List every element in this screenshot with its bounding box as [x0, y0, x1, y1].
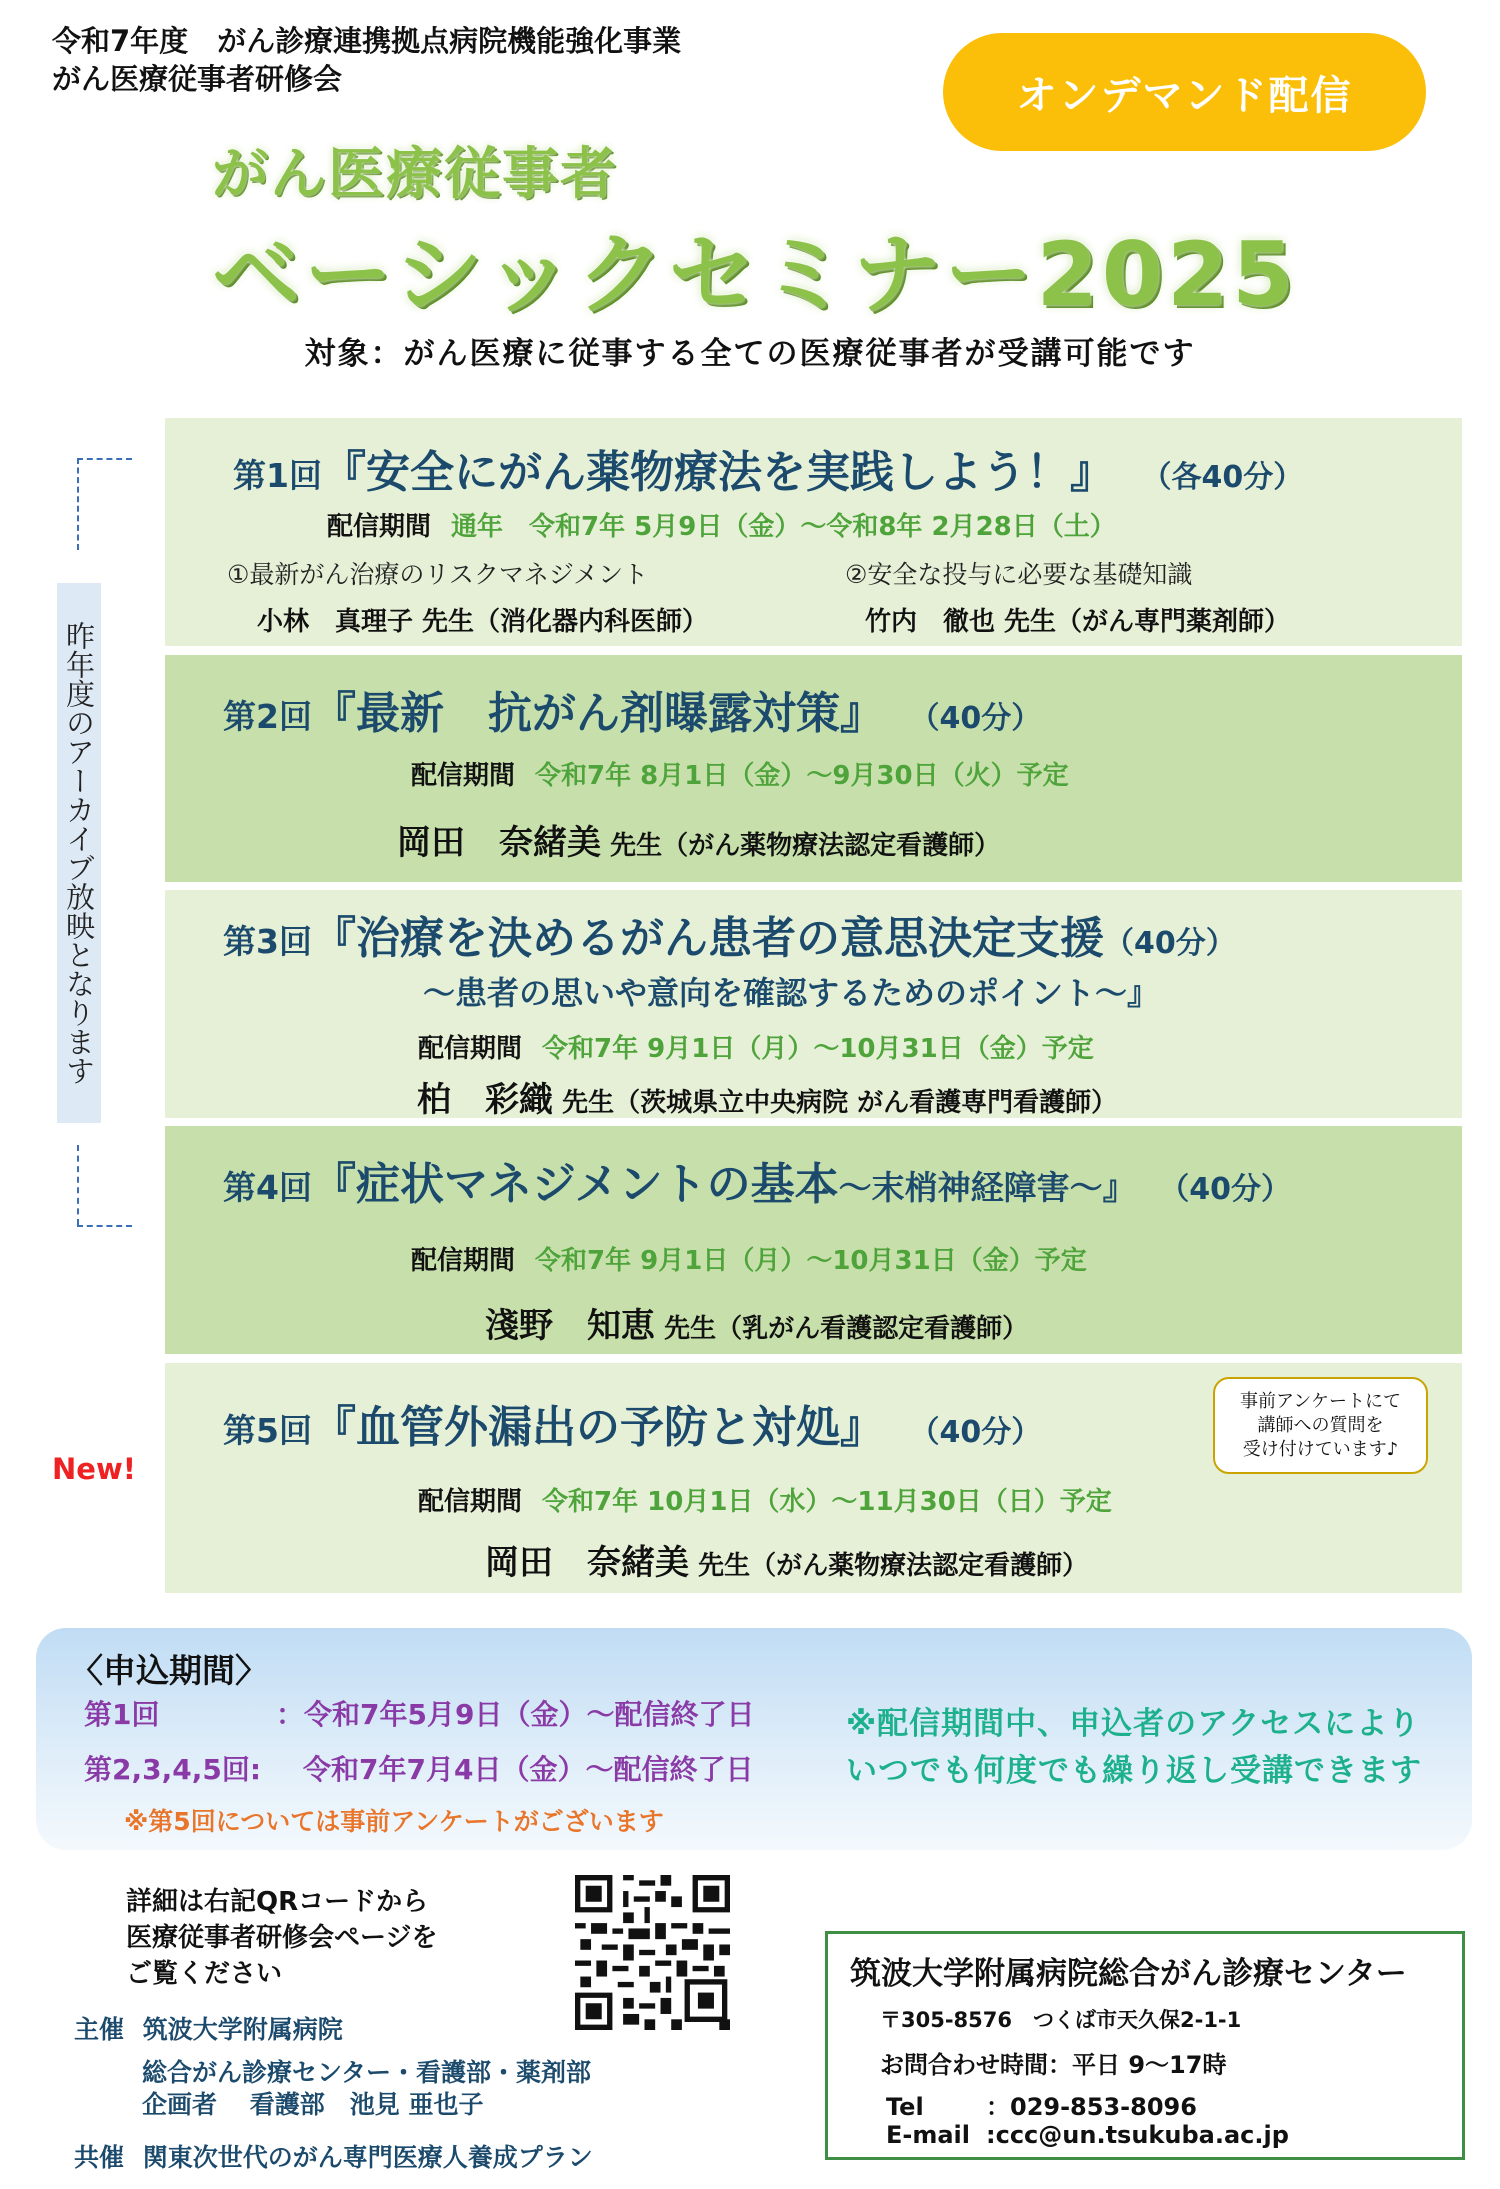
session-1-speaker-2: 竹内 徹也 先生（がん専門薬剤師） — [865, 607, 1291, 637]
period-label: 配信期間 — [418, 1034, 523, 1064]
session-2-main-title: 『最新 抗がん剤曝露対策』 — [311, 688, 884, 739]
application-row-1-label: 第1回 — [84, 1698, 160, 1731]
title-line-2: ベーシックセミナー2025 — [212, 223, 1298, 326]
header-line-2: がん医療従事者研修会 — [52, 62, 343, 96]
session-3-speaker-name: 柏 彩織 — [417, 1080, 553, 1120]
target-audience: 対象：がん医療に従事する全ての医療従事者が受講可能です — [304, 336, 1196, 372]
session-4-period — [411, 1240, 1087, 1277]
cohost — [74, 2138, 593, 2174]
contact-email-address[interactable]: :ccc@un.tsukuba.ac.jp — [986, 2121, 1289, 2149]
contact-tel-label: Tel — [886, 2093, 924, 2121]
note-line-3: 受け付けています♪ — [1242, 1439, 1399, 1460]
session-4-duration: （40分） — [1159, 1172, 1291, 1207]
session-2-duration: （40分） — [909, 701, 1042, 736]
application-row-2-label: 第2,3,4,5回: — [84, 1753, 262, 1786]
contact-address: 〒305-8576 つくば市天久保2-1-1 — [880, 2008, 1242, 2032]
planner-name: 看護部 池見 亜也子 — [249, 2090, 484, 2119]
session-2-number: 第2回 — [223, 697, 312, 736]
session-5-period-value: 令和7年 10月1日（水）～11月30日（日）予定 — [542, 1487, 1112, 1517]
session-3-duration: （40分） — [1103, 926, 1236, 961]
title-line-1: がん医療従事者 — [212, 142, 618, 207]
session-2-speaker-role: 先生（がん薬物療法認定看護師） — [610, 831, 1001, 861]
session-1-number: 第1回 — [233, 456, 322, 495]
session-2-speaker-name: 岡田 奈緒美 — [397, 823, 601, 863]
qr-code[interactable] — [575, 1875, 730, 2030]
session-1-topic-2: ②安全な投与に必要な基礎知識 — [845, 560, 1193, 589]
session-3-period-value: 令和7年 9月1日（月）～10月31日（金）予定 — [542, 1034, 1094, 1064]
session-3-speaker — [417, 1072, 1117, 1121]
new-label: New! — [52, 1452, 136, 1486]
session-3-number: 第3回 — [223, 922, 312, 961]
details-line-1: 詳細は右記QRコードから — [126, 1887, 429, 1917]
note-line-2: 講師への質問を — [1257, 1415, 1384, 1436]
application-heading: 〈申込期間〉 — [70, 1651, 268, 1690]
session-2-title — [223, 677, 1041, 741]
application-survey-note: ※第5回については事前アンケートがございます — [124, 1807, 664, 1836]
note-line-1: 事前アンケートにて — [1240, 1391, 1401, 1412]
application-row-2-value: 令和7年7月4日（金）～配信終了日 — [303, 1753, 754, 1786]
contact-name: 筑波大学附属病院総合がん診療センター — [850, 1956, 1407, 1992]
session-5-speaker — [485, 1535, 1088, 1584]
period-label: 配信期間 — [411, 761, 516, 791]
session-1-topic-1: ①最新がん治療のリスクマネジメント — [227, 560, 649, 589]
bracket-top-horizontal — [77, 458, 132, 460]
bracket-bottom-horizontal — [77, 1225, 132, 1227]
session-2-period-value: 令和7年 8月1日（金）～9月30日（火）予定 — [535, 761, 1069, 791]
session-4 — [165, 1126, 1462, 1354]
contact-email — [886, 2121, 1289, 2149]
application-row-1-value: ：令和7年5月9日（金）～配信終了日 — [276, 1698, 755, 1731]
session-4-title — [223, 1148, 1291, 1212]
session-4-title-sub: ～末梢神経障害～』 — [838, 1168, 1136, 1207]
session-4-period-value: 令和7年 9月1日（月）～10月31日（金）予定 — [535, 1246, 1087, 1276]
bracket-bottom-vertical — [77, 1145, 79, 1225]
session-1-title — [233, 436, 1303, 500]
host — [74, 2010, 343, 2046]
session-5-number: 第5回 — [223, 1411, 312, 1450]
session-3-speaker-role: 先生（茨城県立中央病院 がん看護専門看護師） — [562, 1088, 1118, 1118]
session-5-period — [418, 1481, 1112, 1518]
details-line-2: 医療従事者研修会ページを — [126, 1923, 438, 1953]
contact-box — [825, 1931, 1465, 2160]
session-3-period — [418, 1028, 1094, 1065]
application-remark-line-2: いつでも何度でも繰り返し受講できます — [846, 1753, 1422, 1789]
question-note-box — [1213, 1377, 1428, 1474]
cohost-label: 共催 — [74, 2143, 125, 2172]
session-4-speaker-name: 淺野 知恵 — [485, 1306, 655, 1346]
session-4-speaker-role: 先生（乳がん看護認定看護師） — [664, 1314, 1029, 1344]
session-1-duration: （各40分） — [1141, 460, 1304, 495]
session-5-speaker-name: 岡田 奈緒美 — [485, 1543, 689, 1583]
session-4-number: 第4回 — [223, 1168, 312, 1207]
bracket-top-vertical — [77, 458, 79, 550]
contact-hours: お問合わせ時間：平日 9～17時 — [880, 2051, 1227, 2079]
application-remark-line-1: ※配信期間中、申込者のアクセスにより — [846, 1706, 1421, 1742]
session-5-duration: （40分） — [909, 1415, 1042, 1450]
host-label: 主催 — [74, 2015, 125, 2044]
contact-tel — [886, 2087, 1197, 2122]
session-3-main-title: 『治療を決めるがん患者の意思決定支援 — [311, 913, 1104, 964]
session-1-speaker-1: 小林 真理子 先生（消化器内科医師） — [257, 607, 709, 637]
application-remark — [846, 1701, 1422, 1795]
host-departments: 総合がん診療センター・看護部・薬剤部 — [142, 2058, 592, 2087]
archive-note: 昨年度のアーカイブ放映となります — [57, 583, 101, 1123]
session-2-speaker — [397, 815, 1000, 864]
session-5-speaker-role: 先生（がん薬物療法認定看護師） — [698, 1551, 1089, 1581]
period-label: 配信期間 — [418, 1487, 523, 1517]
session-1-period-value: 通年 令和7年 5月9日（金）～令和8年 2月28日（土） — [451, 512, 1116, 542]
session-3 — [165, 890, 1462, 1118]
cohost-name: 関東次世代のがん専門医療人養成プラン — [142, 2143, 593, 2172]
header-line-1: 令和7年度 がん診療連携拠点病院機能強化事業 — [52, 24, 682, 58]
session-5-title — [223, 1391, 1041, 1455]
session-5-main-title: 『血管外漏出の予防と対処』 — [311, 1402, 884, 1453]
session-1-period — [327, 506, 1116, 543]
session-1 — [165, 418, 1462, 646]
contact-email-label: E-mail — [886, 2121, 971, 2149]
session-2 — [165, 655, 1462, 882]
session-4-main-title: 『症状マネジメントの基本 — [311, 1159, 839, 1210]
details-line-3: ご覧ください — [126, 1959, 283, 1989]
period-label: 配信期間 — [411, 1246, 516, 1276]
session-1-main-title: 『安全にがん薬物療法を実践しよう！』 — [321, 447, 1114, 498]
period-label: 配信期間 — [327, 512, 432, 542]
session-4-speaker — [485, 1298, 1028, 1347]
planner-label: 企画者 — [142, 2090, 218, 2119]
on-demand-badge: オンデマンド配信 — [943, 33, 1426, 151]
planner — [142, 2085, 483, 2121]
host-name: 筑波大学附属病院 — [142, 2015, 343, 2044]
event-header — [52, 22, 681, 98]
session-3-subtitle: ～患者の思いや意向を確認するためのポイント～』 — [423, 974, 1160, 1012]
session-3-title — [223, 902, 1236, 966]
contact-tel-number: ：029-853-8096 — [986, 2093, 1197, 2121]
details-text — [126, 1884, 437, 1992]
session-2-period — [411, 755, 1069, 792]
